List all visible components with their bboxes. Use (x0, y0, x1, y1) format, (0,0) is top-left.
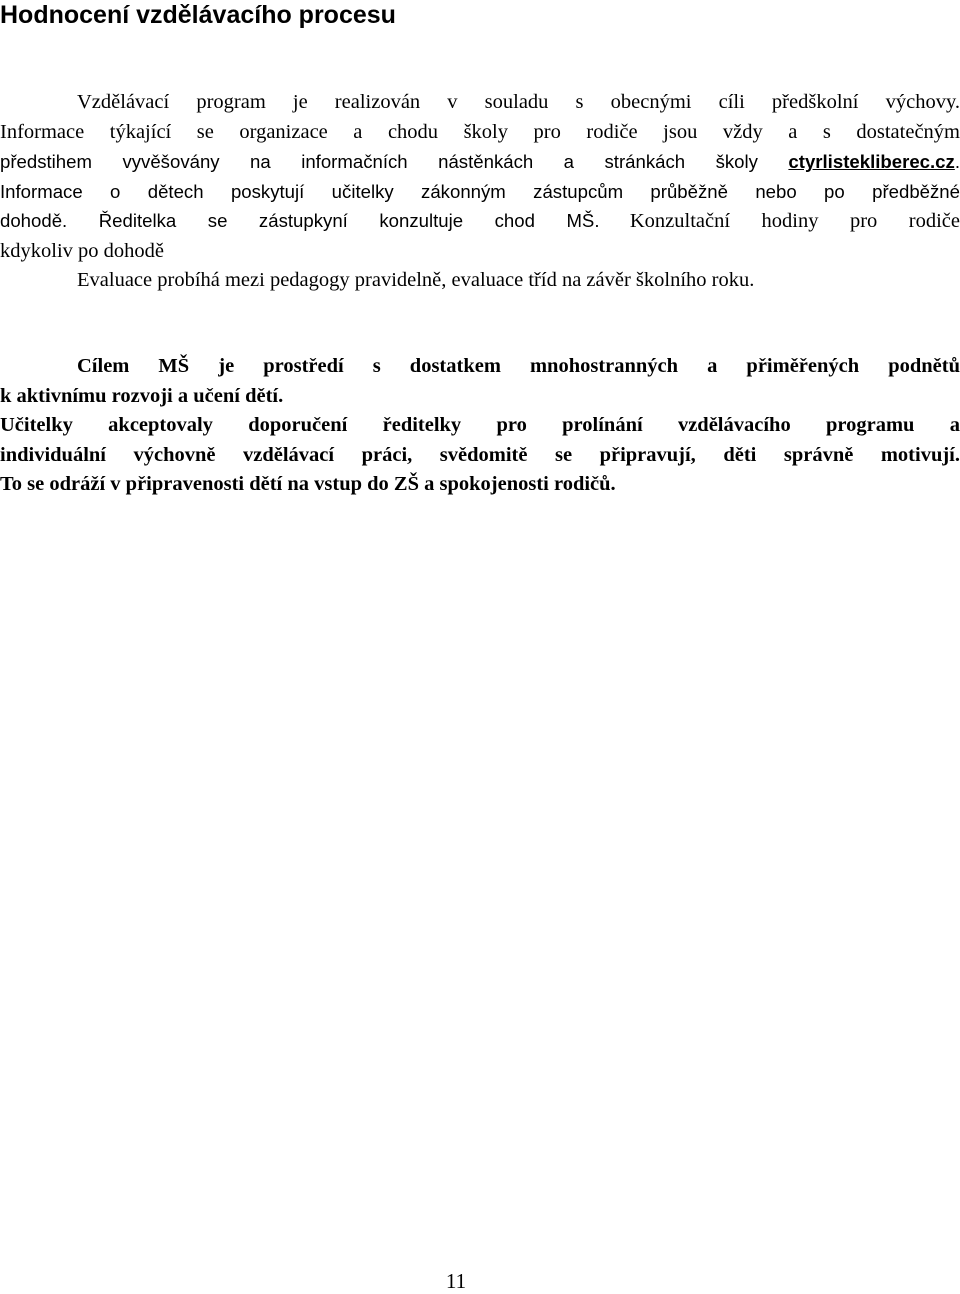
text-segment: . (954, 151, 960, 172)
text-line: To se odráží v připravenosti dětí na vstup do ZŠ a spokojenosti rodičů. (0, 473, 616, 495)
text-line: Evaluace probíhá mezi pedagogy pravidelně, evaluace tříd na závěr školního roku. (77, 269, 755, 291)
school-website-link[interactable]: ctyrlistekliberec.cz (788, 151, 955, 172)
text-line: Informace o dětech poskytují učitelky zákonným zástupcům průběžně nebo po předběžné (0, 180, 960, 202)
text-line: Informace týkající se organizace a chodu školy pro rodiče jsou vždy a s dostatečným (0, 120, 960, 143)
text-line (0, 147, 960, 177)
text-segment: Konzultační hodiny pro rodiče (629, 210, 960, 232)
text-line: k aktivnímu rozvoji a učení dětí. (0, 384, 284, 407)
text-line: kdykoliv po dohodě (0, 239, 164, 262)
paragraph-information (0, 88, 960, 296)
text-line: Vzdělávací program je realizován v souladu s obecnými cíli předškolní výchovy. (77, 91, 960, 113)
paragraph-goals (0, 352, 960, 500)
text-line: Cílem MŠ je prostředí s dostatkem mnohostranných a přiměřených podnětů (77, 355, 960, 377)
page-title: Hodnocení vzdělávacího procesu (0, 1, 396, 29)
text-segment: předstihem vyvěšovány na informačních nástěnkách a stránkách školy (0, 151, 758, 172)
text-line: Učitelky akceptovaly doporučení ředitelky pro prolínání vzdělávacího programu a (0, 414, 960, 436)
text-line (0, 206, 960, 237)
text-line: individuální výchovně vzdělávací práci, svědomitě se připravují, děti správně motivují. (0, 443, 960, 466)
page-number: 11 (445, 1269, 467, 1293)
text-segment: dohodě. Ředitelka se zástupkyní konzultuje chod MŠ. (0, 210, 600, 231)
